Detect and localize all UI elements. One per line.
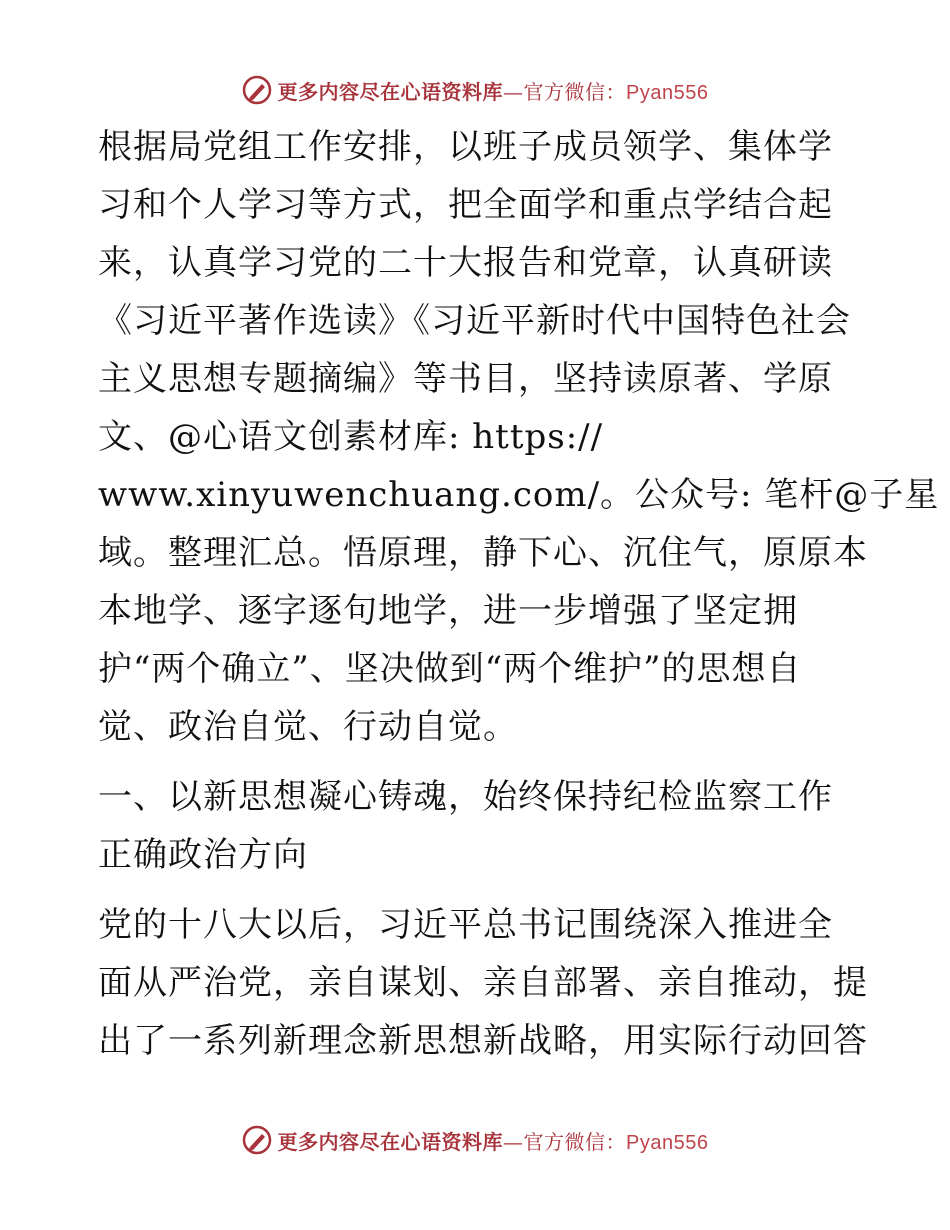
document-body: [98, 118, 940, 1070]
pen-logo-icon: [242, 1125, 272, 1155]
paragraph-1-line: www.xinyuwenchuang.com/。公众号: 笔杆@子星: [98, 475, 940, 515]
paragraph-2-line: 出了一系列新理念新思想新战略，用实际行动回答: [98, 1021, 868, 1061]
pen-logo-icon: [242, 75, 272, 105]
paragraph-1-line: 本地学、逐字逐句地学，进一步增强了坚定拥: [98, 591, 798, 631]
paragraph-1-line: 文、@心语文创素材库: https://: [98, 417, 604, 457]
paragraph-1-line: 域。整理汇总。悟原理，静下心、沉住气，原原本: [98, 533, 868, 573]
paragraph-1-line: 护“两个确立”、坚决做到“两个维护”的思想自: [98, 649, 802, 689]
header-banner-account: Pyan556: [626, 81, 709, 104]
paragraph-1-line: 习和个人学习等方式，把全面学和重点学结合起: [98, 185, 833, 225]
header-banner-text: [278, 76, 709, 105]
paragraph-2-line: 面从严治党，亲自谋划、亲自部署、亲自推动，提: [98, 963, 868, 1003]
header-banner-main: 更多内容尽在心语资料库: [277, 79, 504, 104]
header-banner-separator: —官方微信：: [503, 79, 627, 104]
paragraph-1-line: 主义思想专题摘编》等书目，坚持读原著、学原: [98, 359, 833, 399]
section-heading-line: 一、以新思想凝心铸魂，始终保持纪检监察工作: [98, 777, 833, 817]
footer-banner-account: Pyan556: [626, 1131, 709, 1154]
paragraph-1-line: 觉、政治自觉、行动自觉。: [98, 707, 518, 747]
paragraph-1-line: 来，认真学习党的二十大报告和党章，认真研读: [98, 243, 833, 283]
paragraph-2-line: 党的十八大以后，习近平总书记围绕深入推进全: [98, 905, 833, 945]
header-watermark-banner: [0, 70, 950, 110]
paragraph-gap: [98, 756, 858, 768]
paragraph-1-line: 《习近平著作选读》《习近平新时代中国特色社会: [98, 301, 851, 341]
paragraph-gap: [98, 884, 858, 896]
section-heading-line: 正确政治方向: [98, 835, 308, 875]
paragraph-1-line: 根据局党组工作安排，以班子成员领学、集体学: [98, 127, 833, 167]
footer-banner-main: 更多内容尽在心语资料库: [277, 1129, 504, 1154]
footer-watermark-banner: [0, 1120, 950, 1160]
footer-banner-text: [278, 1126, 709, 1155]
footer-banner-separator: —官方微信：: [503, 1129, 627, 1154]
